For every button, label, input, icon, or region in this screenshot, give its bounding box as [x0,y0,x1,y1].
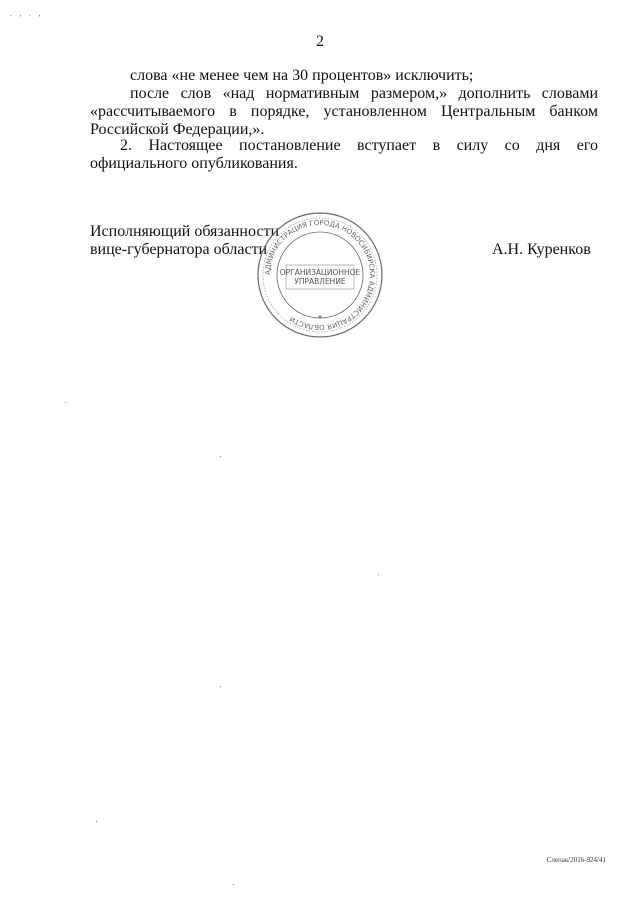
scan-speck [220,686,221,687]
stamp-dot [319,316,322,319]
official-stamp [255,210,385,340]
page-number: 2 [316,33,324,50]
document-code: Слепак/2016-924/41 [546,856,606,864]
paragraph-2: после слов «над нормативным размером,» дополнить словами «рассчитываемого в порядке, установленном Центральным банком Российской Федерации,». [90,85,598,138]
scan-speck [65,402,66,403]
paragraph-3: 2. Настоящее постановление вступает в силу со дня его официального опубликования. [90,137,598,172]
stamp-inner-line-2: УПРАВЛЕНИЕ [294,277,346,286]
signatory-title [90,223,279,259]
scan-speck [378,574,379,575]
stamp-inner-line-1: ОРГАНИЗАЦИОННОЕ [279,268,361,277]
signatory-name: А.Н. Куренков [492,241,591,258]
signatory-title-line-1: Исполняющий обязанности [90,223,280,240]
scan-speck [233,884,234,885]
paragraph-1: слова «не менее чем на 30 процентов» исключить; [130,67,474,84]
scan-speck [96,821,97,822]
scan-speck [220,456,221,457]
corner-mark: . , . , [10,10,44,18]
stamp-ring-text: АДМИНИСТРАЦИЯ ГОРОДА НОВОСИБИРСКА АДМИНИСТРАЦИЯ ОБЛАСТИ [263,218,377,332]
signatory-title-line-2: вице-губернатора области [90,241,268,258]
